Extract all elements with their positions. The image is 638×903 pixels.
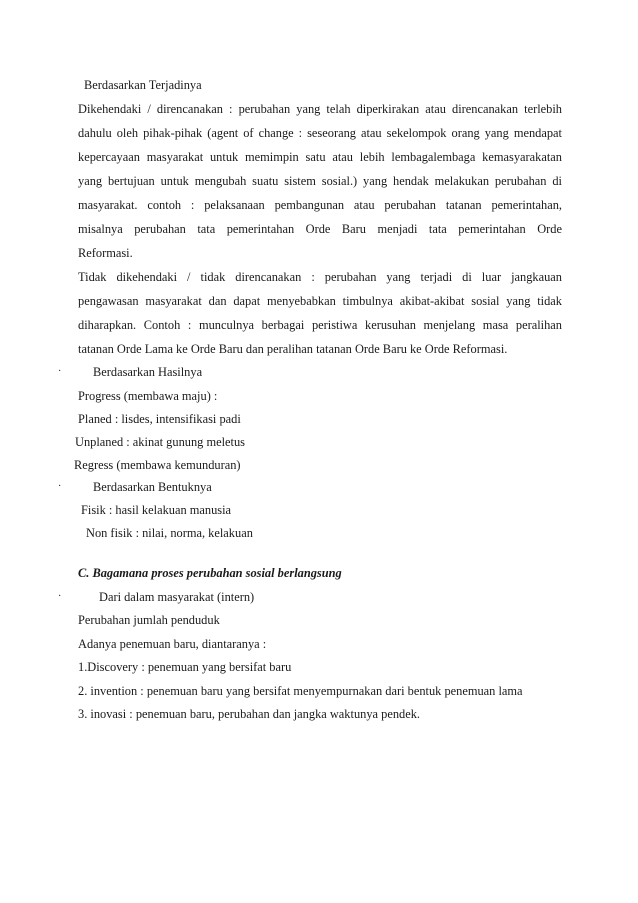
paragraph-line: pengawasan masyarakat dan dapat menyebabkan timbulnya akibat-akibat sosial yang tidak (78, 294, 562, 308)
paragraph-line: Dikehendaki / direncanakan : perubahan yang telah diperkirakan atau direncanakan terlebih (78, 102, 562, 116)
section-title-hasilnya: Berdasarkan Hasilnya (93, 365, 203, 379)
paragraph-line: kepercayaan masyarakat untuk memimpin satu atau lebih lembagalembaga kemasyarakatan (78, 150, 562, 164)
paragraph-line: Tidak dikehendaki / tidak direncanakan : perubahan yang terjadi di luar jangkauan (78, 270, 562, 284)
list-item: Unplaned : akinat gunung meletus (75, 435, 245, 449)
list-item: Planed : lisdes, intensifikasi padi (78, 412, 241, 426)
paragraph-line: Reformasi. (78, 246, 133, 260)
list-item: 3. inovasi : penemuan baru, perubahan dan jangka waktunya pendek. (78, 707, 421, 721)
list-item: Regress (membawa kemunduran) (74, 458, 241, 472)
list-item: Progress (membawa maju) : (78, 389, 218, 403)
bullet-icon: · (58, 366, 62, 377)
section-title-bentuknya: Berdasarkan Bentuknya (93, 480, 212, 494)
paragraph-line: dahulu oleh pihak-pihak (agent of change : seseorang atau sekelompok orang yang mendapat (78, 126, 562, 140)
list-item: 2. invention : penemuan baru yang bersifat menyempurnakan dari bentuk penemuan lama (78, 684, 523, 698)
paragraph-line: masyarakat. contoh : pelaksanaan pembangunan atau perubahan tatanan pemerintahan, (78, 198, 562, 212)
section-heading-c: C. Bagamana proses perubahan sosial berlangsung (78, 566, 342, 580)
paragraph-line: misalnya perubahan tata pemerintahan Orde Baru menjadi tata pemerintahan Orde (78, 222, 562, 236)
list-item: Non fisik : nilai, norma, kelakuan (86, 526, 253, 540)
list-item: Perubahan jumlah penduduk (78, 613, 220, 627)
bullet-icon: · (58, 591, 62, 602)
section-title-terjadinya: Berdasarkan Terjadinya (84, 78, 202, 92)
list-item: 1.Discovery : penemuan yang bersifat baru (78, 660, 292, 674)
list-item: Adanya penemuan baru, diantaranya : (78, 637, 267, 651)
bullet-icon: · (58, 481, 62, 492)
paragraph-line: tatanan Orde Lama ke Orde Baru dan peralihan tatanan Orde Baru ke Orde Reformasi. (78, 342, 508, 356)
paragraph-line: yang bertujuan untuk mengubah suatu sistem sosial.) yang hendak melakukan perubahan di (78, 174, 562, 188)
list-item: Fisik : hasil kelakuan manusia (81, 503, 232, 517)
paragraph-line: diharapkan. Contoh : munculnya berbagai peristiwa kerusuhan menjelang masa peralihan (78, 318, 562, 332)
section-subtitle-intern: Dari dalam masyarakat (intern) (99, 590, 255, 604)
